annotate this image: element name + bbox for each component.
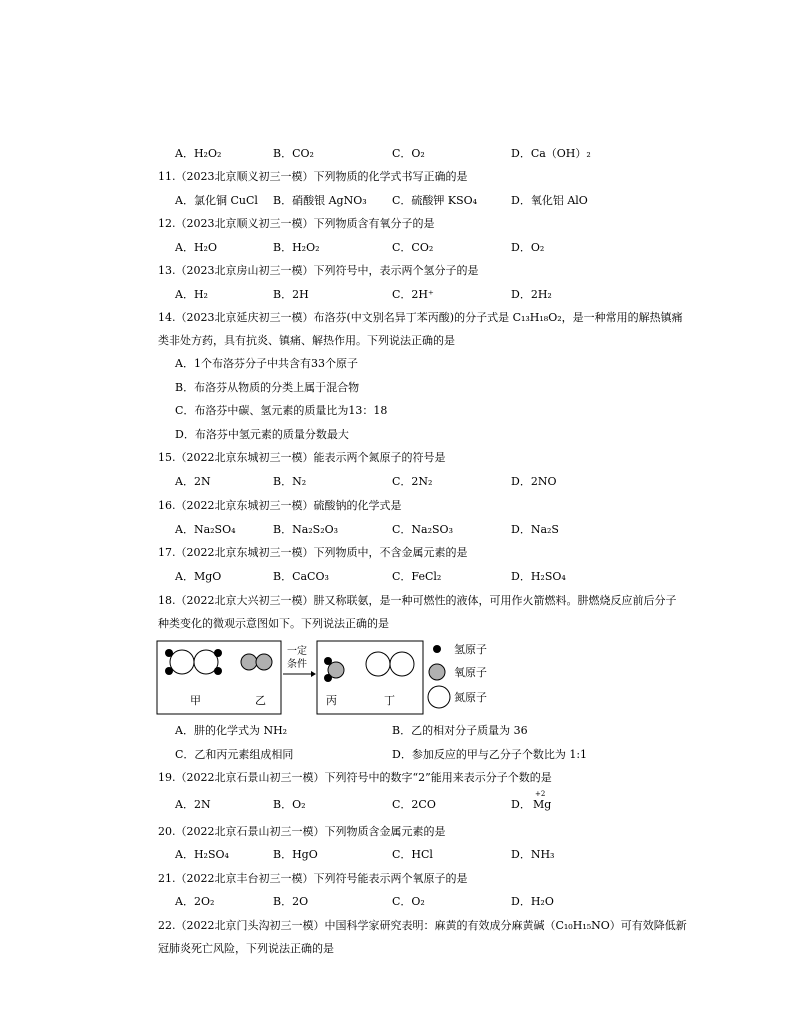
q18-option-c: C．乙和丙元素组成相同 [175,748,294,761]
q18-stem-line2: 种类变化的微观示意图如下。下列说法正确的是 [158,617,389,630]
condition-line1: 一定 [287,646,307,657]
q19-option-d-symbol: Mg [533,798,552,811]
q21-stem: 21.（2022北京丰台初三一模）下列符号能表示两个氧原子的是 [158,872,468,885]
q13-stem: 13.（2023北京房山初三一模）下列符号中，表示两个氢分子的是 [158,264,479,277]
molecule-jia [165,649,222,675]
q11-option-c: C．硫酸钾 KSO₄ [392,194,478,207]
q16-option-d: D．Na₂S [511,523,559,536]
q20-option-c: C．HCl [392,848,433,861]
q11-option-d: D．氧化铝 AlO [511,194,588,207]
legend-n-dot [428,686,450,708]
q18-option-b: B．乙的相对分子质量为 36 [392,724,528,737]
q15-option-a: A．2N [175,475,211,488]
q12-option-a: A．H₂O [175,241,217,254]
q21-option-c: C．O₂ [392,895,425,908]
q19-option-c: C．2CO [392,798,436,811]
q20-option-a: A．H₂SO₄ [175,848,229,861]
q11-stem: 11.（2023北京顺义初三一模）下列物质的化学式书写正确的是 [158,170,468,183]
q19-option-b: B．O₂ [273,798,306,811]
q18-stem-line1: 18.（2022北京大兴初三一模）肼又称联氨，是一种可燃性的液体，可用作火箭燃料。肼燃烧反应前后分子 [158,594,677,607]
q14-stem-line2: 类非处方药，具有抗炎、镇痛、解热作用。下列说法正确的是 [158,334,455,347]
legend-o-label: 氧原子 [454,666,487,679]
q19-stem: 19.（2022北京石景山初三一模）下列符号中的数字“2”能用来表示分子个数的是 [158,771,552,784]
q14-stem-line1: 14.（2023北京延庆初三一模）布洛芬(中文别名异丁苯丙酸)的分子式是 C₁₃H₁₈O₂，是一种常用的解热镇痛 [158,311,683,324]
reaction-diagram [156,640,496,716]
label-yi: 乙 [255,694,266,707]
q15-option-b: B．N₂ [273,475,307,488]
q19-option-d-valence: +2 [535,790,546,798]
q11-option-a: A．氯化铜 CuCl [175,194,258,207]
legend-n-label: 氮原子 [454,691,487,704]
q17-option-c: C．FeCl₂ [392,570,442,583]
molecule-ding [366,652,414,676]
label-ding: 丁 [384,694,395,707]
q13-option-c: C．2H⁺ [392,288,434,301]
q21-option-b: B．2O [273,895,309,908]
q14-option-a: A．1个布洛芬分子中共含有33个原子 [175,357,358,370]
q17-option-b: B．CaCO₃ [273,570,329,583]
q14-option-c: C．布洛芬中碳、氢元素的质量比为13：18 [175,404,388,417]
q20-stem: 20.（2022北京石景山初三一模）下列物质含金属元素的是 [158,825,446,838]
q20-option-b: B．HgO [273,848,318,861]
molecule-yi [241,654,272,670]
q14-option-b: B．布洛芬从物质的分类上属于混合物 [175,381,360,394]
label-jia: 甲 [190,694,201,707]
q13-option-a: A．H₂ [175,288,208,301]
q10-option-b: B．CO₂ [273,147,314,160]
q22-stem-line2: 冠肺炎死亡风险，下列说法正确的是 [158,942,334,955]
legend-h-label: 氢原子 [454,643,487,656]
legend-h-dot [433,645,441,653]
q10-option-d: D．Ca（OH）₂ [511,147,591,160]
q19-option-d: D． [511,798,531,811]
q12-stem: 12.（2023北京顺义初三一模）下列物质含有氧分子的是 [158,217,435,230]
q17-option-d: D．H₂SO₄ [511,570,566,583]
q18-option-d: D．参加反应的甲与乙分子个数比为 1:1 [392,748,588,761]
q15-stem: 15.（2022北京东城初三一模）能表示两个氮原子的符号是 [158,451,446,464]
q12-option-c: C．CO₂ [392,241,434,254]
q21-option-d: D．H₂O [511,895,554,908]
q15-option-d: D．2NO [511,475,557,488]
molecule-bing [324,657,344,682]
q16-stem: 16.（2022北京东城初三一模）硫酸钠的化学式是 [158,499,402,512]
q13-option-b: B．2H [273,288,309,301]
q16-option-c: C．Na₂SO₃ [392,523,453,536]
q22-stem-line1: 22.（2022北京门头沟初三一模）中国科学家研究表明：麻黄的有效成分麻黄碱（C₁₀H₁₅NO）可有效降低新 [158,919,687,932]
q10-option-c: C．O₂ [392,147,425,160]
label-bing: 丙 [326,694,337,707]
q15-option-c: C．2N₂ [392,475,433,488]
q20-option-d: D．NH₃ [511,848,555,861]
q21-option-a: A．2O₂ [175,895,215,908]
q10-option-a: A．H₂O₂ [175,147,222,160]
q16-option-b: B．Na₂S₂O₃ [273,523,339,536]
legend-o-dot [429,664,445,680]
q12-option-b: B．H₂O₂ [273,241,320,254]
q17-stem: 17.（2022北京东城初三一模）下列物质中，不含金属元素的是 [158,546,468,559]
condition-line2: 条件 [287,659,307,670]
q12-option-d: D．O₂ [511,241,545,254]
q18-option-a: A．肼的化学式为 NH₂ [175,724,288,737]
q16-option-a: A．Na₂SO₄ [175,523,236,536]
q13-option-d: D．2H₂ [511,288,552,301]
q11-option-b: B．硝酸银 AgNO₃ [273,194,367,207]
legend [428,642,487,708]
q17-option-a: A．MgO [175,570,222,583]
q14-option-d: D．布洛芬中氢元素的质量分数最大 [175,428,349,441]
reaction-arrow [283,671,316,677]
q19-option-a: A．2N [175,798,211,811]
